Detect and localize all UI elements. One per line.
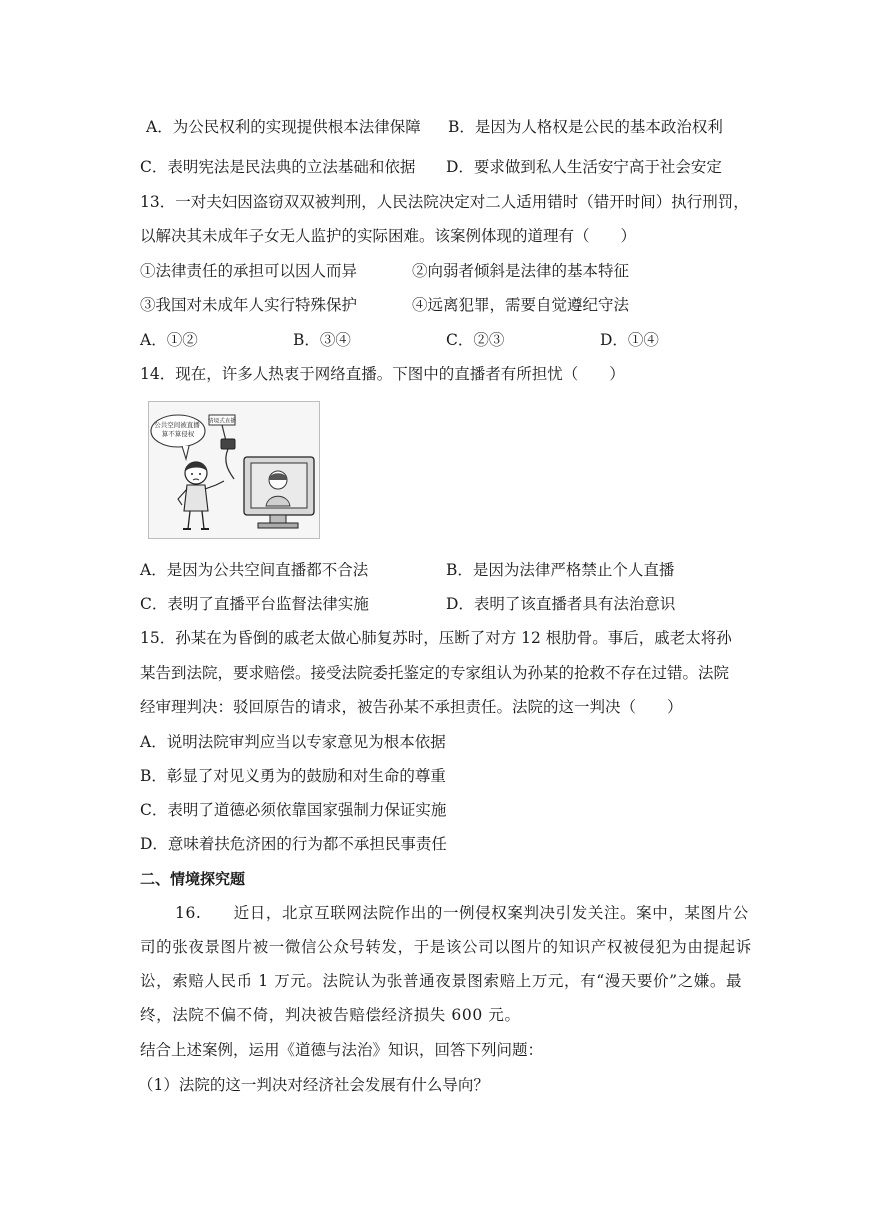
q12-option-b: B．是因为人格权是公民的基本政治权利	[448, 118, 723, 136]
q13-item-1: ①法律责任的承担可以因人而异	[140, 262, 358, 280]
livestream-cartoon	[148, 401, 320, 539]
q13-item-4: ④远离犯罪，需要自觉遵纪守法	[412, 296, 630, 314]
q16-para-line-1: 16. 近日，北京互联网法院作出的一例侵权案判决引发关注。案中，某图片公	[175, 904, 749, 922]
q16-para-line-3: 讼，索赔人民币 1 万元。法院认为张普通夜景图索赔上万元，有“漫天要价”之嫌。最	[140, 972, 743, 990]
camera-icon	[221, 439, 235, 449]
q13-option-b: B．③④	[293, 331, 351, 349]
q14-option-b: B．是因为法律严格禁止个人直播	[446, 561, 675, 579]
q14-stem: 14．现在，许多人热衷于网络直播。下图中的直播者有所担忧（ ）	[140, 365, 625, 383]
q12-option-a: A．为公民权利的实现提供根本法律保障	[146, 118, 421, 136]
bubble-text: 公共空间被直播 算不算侵权	[154, 421, 200, 438]
q15-option-a: A．说明法院审判应当以专家意见为根本依据	[140, 733, 446, 751]
q16-instruction: 结合上述案例，运用《道德与法治》知识，回答下列问题：	[140, 1041, 544, 1059]
q13-option-d: D．①④	[600, 331, 659, 349]
q13-stem-line-1: 13．一对夫妇因盗窃双双被判刑，人民法院决定对二人适用错时（错开时间）执行刑罚，	[140, 193, 749, 211]
q16-para-line-4: 终，法院不偏不倚，判决被告赔偿经济损失 600 元。	[140, 1006, 521, 1024]
q14-option-d: D．表明了该直播者具有法治意识	[446, 595, 676, 613]
q13-item-3: ③我国对未成年人实行特殊保护	[140, 296, 358, 314]
q15-stem-line-2: 某告到法院，要求赔偿。接受法院委托鉴定的专家组认为孙某的抢救不存在过错。法院	[140, 664, 730, 682]
q15-stem-line-3: 经审理判决：驳回原告的请求，被告孙某不承担责任。法院的这一判决（ ）	[140, 698, 683, 716]
sign-text: 情境式直播	[208, 418, 236, 425]
q13-option-c: C．②③	[446, 331, 505, 349]
q15-option-c: C．表明了道德必须依靠国家强制力保证实施	[140, 801, 447, 819]
q16-para-line-2: 司的张夜景图片被一微信公众号转发，于是该公司以图片的知识产权被侵犯为由提起诉	[140, 938, 752, 956]
section-heading: 二、情境探究题	[140, 870, 246, 888]
q14-option-a: A．是因为公共空间直播都不合法	[140, 561, 369, 579]
q12-option-d: D．要求做到私人生活安宁高于社会安定	[446, 158, 722, 176]
q15-stem-line-1: 15．孙某在为昏倒的戚老太做心肺复苏时，压断了对方 12 根肋骨。事后，戚老太将孙	[140, 629, 732, 647]
q13-option-a: A．①②	[140, 331, 198, 349]
q13-item-2: ②向弱者倾斜是法律的基本特征	[412, 262, 630, 280]
q16-sub-question-1: （1）法院的这一判决对经济社会发展有什么导向？	[138, 1076, 489, 1094]
q13-stem-line-2: 以解决其未成年子女无人监护的实际困难。该案例体现的道理有（ ）	[140, 227, 637, 245]
q15-option-b: B．彰显了对见义勇为的鼓励和对生命的尊重	[140, 767, 446, 785]
q15-option-d: D．意味着扶危济困的行为都不承担民事责任	[140, 835, 447, 853]
q12-option-c: C．表明宪法是民法典的立法基础和依据	[140, 158, 416, 176]
q14-option-c: C．表明了直播平台监督法律实施	[140, 595, 369, 613]
